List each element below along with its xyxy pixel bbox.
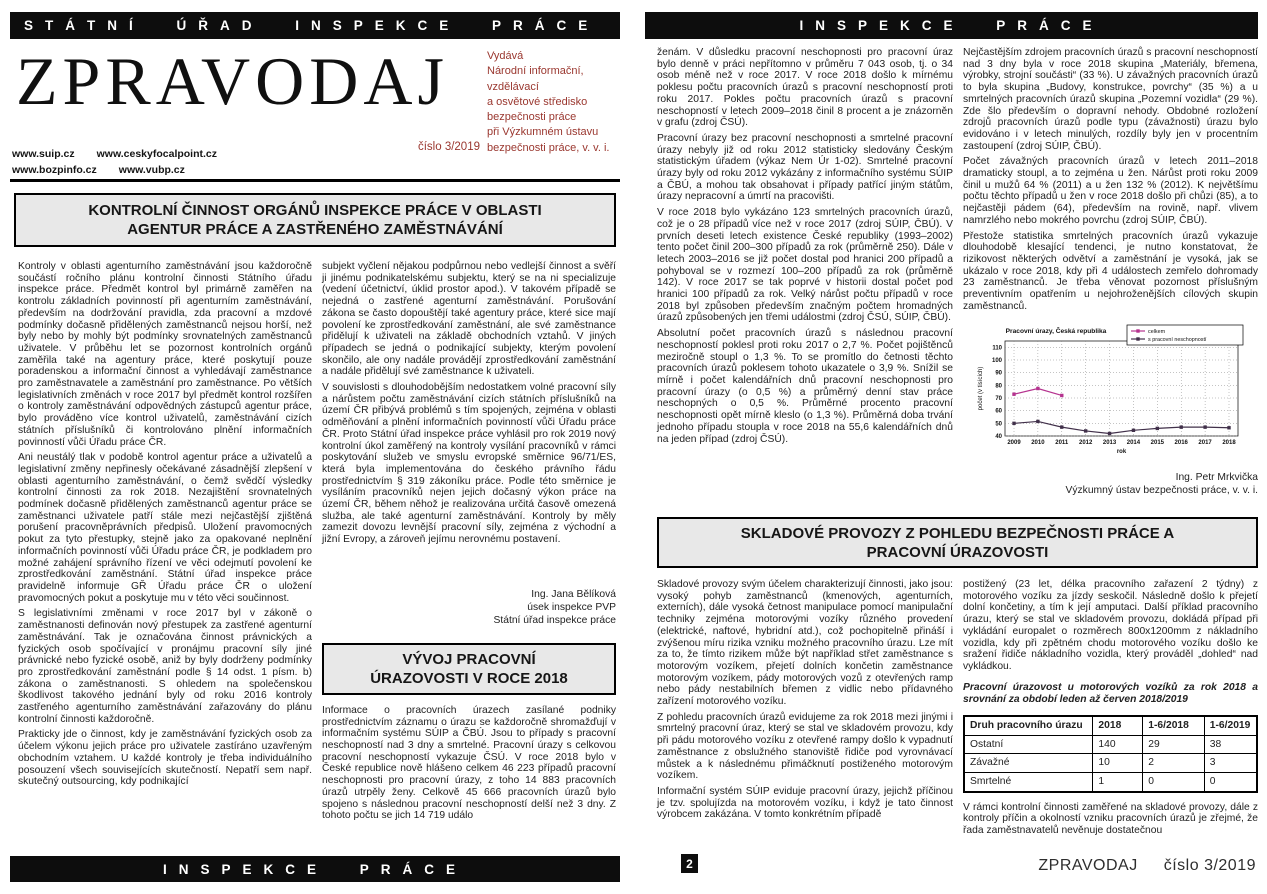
publisher-line: bezpečnosti práce: [487, 111, 577, 124]
issue-number: číslo 3/2019: [417, 141, 480, 153]
footer-newsletter-name: ZPRAVODAJ: [1038, 857, 1138, 874]
right-page-top-banner: [645, 12, 1258, 39]
svg-text:2015: 2015: [1150, 440, 1165, 447]
svg-text:2010: 2010: [1031, 440, 1045, 447]
paragraph: Informační systém SÚIP eviduje pracovní úrazy, jejichž příčinou je tzv. spolujízda na motorovém vozíku, i když je tato činnost výrobcem zakázána. V tomto konkrétním případě: [657, 785, 953, 821]
paragraph: Nejčastějším zdrojem pracovních úrazů s pracovní neschopností nad 3 dny byla v roce 2018 skupina „Materiály, břemena, výrobky, strojní součásti“ (33 %). U závažných pracovních úrazů to byla skupina „Budovy, konstrukce, povrchy“ (35 %) a u smrtelných pracovních úrazů skupina „Pozemní vozidla“ (29 %). Zde šlo především o dopravní nehody. Obdobné rozložení zdrojů pracovních úrazů podle typu (závažnosti) úrazu bylo evidováno i v letech minulých, rozdíly byly jen v procentním zastoupení (zdroj SÚIP, ČBÚ).: [963, 47, 1258, 152]
paragraph: postižený (23 let, délka pracovního zařazení 2 týdny) z motorového vozíku za jízdy seskočil. Následně došlo k přejetí dolní končetiny, a tím k její amputaci. Další příklad pracovního úrazu, který se stal ve skladovém provozu, dokládá případ při vykládání europalet o rozměrech 800x1200mm z nákladního vozidla, kdy při zpětném chodu motorového vozíku došlo ke sražení řidiče nákladního vozidla, který prováděl „dohled“ nad vykládkou.: [963, 579, 1258, 672]
table-heading: Pracovní úrazovost u motorových vozíků za rok 2018 a srovnání za období leden až červen 2018/2019: [963, 681, 1258, 706]
svg-text:2017: 2017: [1198, 440, 1212, 447]
svg-text:50: 50: [995, 421, 1002, 428]
table-cell: 0: [1143, 772, 1205, 791]
publisher-block: [487, 49, 621, 156]
table-cell: 10: [1093, 754, 1143, 773]
url-vubp: www.vubp.cz: [118, 164, 185, 176]
table-row: [964, 772, 1257, 791]
paragraph: V rámci kontrolní činnosti zaměřené na skladové provozy, dále z kontroly příčin a okolností vzniku pracovních úrazů je zřejmé, že řada zaměstnavatelů nevěnuje dostatečnou: [963, 801, 1258, 837]
svg-text:40: 40: [995, 434, 1002, 441]
article1-column-2: [322, 261, 616, 826]
url-bozpinfo: www.bozpinfo.cz: [12, 164, 97, 176]
svg-text:2016: 2016: [1174, 440, 1188, 447]
svg-text:Pracovní úrazy, Česká republik: Pracovní úrazy, Česká republika: [1005, 328, 1107, 336]
table-row: [964, 754, 1257, 773]
signature-line: úsek inspekce PVP: [527, 601, 616, 613]
right-page-column-1: [657, 47, 953, 449]
article3-title-box: [657, 517, 1258, 568]
signature-author2: [963, 471, 1258, 497]
publisher-line: a osvětové středisko: [487, 95, 588, 108]
svg-text:rok: rok: [1116, 449, 1127, 456]
article2-title-box: [322, 643, 616, 695]
publisher-line: bezpečnosti práce, v. v. i.: [487, 141, 610, 154]
newsletter-title: ZPRAVODAJ: [16, 43, 449, 119]
table-row: [964, 735, 1257, 754]
footer-banner-text: INSPEKCE PRÁCE: [162, 861, 468, 877]
paragraph: Pracovní úrazy bez pracovní neschopnosti a smrtelné pracovní úrazy nebyly již od roku 2012 statisticky sledovány Českým statistickým úřadem (výkaz Nem Úr 1-02). Smrtelné pracovní úrazy byly od roku 2012 vykázány z informačního systému SÚIP a ČBÚ, a mohou tak obsahovat i případy patřící jiným státům, úrazy nepracovní a úmrtí na pracovišti.: [657, 132, 953, 203]
article2-title: VÝVOJ PRACOVNÍ ÚRAZOVOSTI V ROCE 2018: [370, 650, 568, 687]
signature-line: Ing. Jana Bělíková: [531, 588, 616, 600]
svg-text:90: 90: [995, 371, 1002, 378]
paragraph: Počet závažných pracovních úrazů v letech 2011–2018 dramaticky stoupl, a to zejména u žen. Nárůst proti roku 2009 činil u mužů 64 % (2011) a u žen 132 % (2012). K největšímu počtu těchto případů u žen v roce 2018 došlo při chůzi (85), a to nejčastěji pádem (64), především na rovině, např. vlivem namrzlého nebo mokrého povrchu (zdroj SÚIP, ČBÚ).: [963, 156, 1258, 226]
svg-text:2013: 2013: [1102, 440, 1117, 447]
svg-text:70: 70: [995, 396, 1002, 403]
left-page-footer-banner: [10, 856, 620, 882]
svg-text:2009: 2009: [1007, 440, 1021, 447]
signature-author1: [322, 588, 616, 627]
article1-title-box: [14, 193, 616, 247]
paragraph: V roce 2018 bylo vykázáno 123 smrtelných pracovních úrazů, což je o 28 případů více než v roce 2017 (zdroj SÚIP, ČBÚ). V prvních deseti letech existence České republiky (1993–2002) tento počet činil 200–300 případů za rok (průměrně 250). Dále v letech 2003–2016 se již počet dostal pod hranici 200 případů a pohyboval se v rozmezí 100–200 případů za rok (průměrně 142). V roce 2017 se tak poprvé v historii dostal počet pod hranici 100 případů za rok. Velký nárůst počtu případů v roce 2018 byl způsoben především značným počtem hromadných úrazů způsobených jen třemi událostmi (zdroj ČSÚ, SÚIP, ČBÚ).: [657, 207, 953, 324]
paragraph: Absolutní počet pracovních úrazů s následnou pracovní neschopností poklesl proti roku 2017 o 2,7 %. Počet pojištěnců meziročně stoupl o 1,3 %. To se promítlo do četnosti těchto pracovních úrazů poklesem tohoto ukazatele o 3,9 %. Snížil se mírně i počet kalendářních dnů pracovní neschopnosti pro pracovní úrazy (o 0,5 %) a průměrný denní stav práce neschopných o 0,5 %. Průměrné procento pracovní neschopnosti opět mírně kleslo (o 1,3 %). Průměrná doba trvání jednoho případu stoupla v roce 2018 na 55,6 kalendářních dnů na jeden případ (zdroj ČSÚ).: [657, 328, 953, 445]
article3-title: SKLADOVÉ PROVOZY Z POHLEDU BEZPEČNOSTI PRÁCE A PRACOVNÍ ÚRAZOVOSTI: [740, 524, 1175, 561]
paragraph: Kontroly v oblasti agenturního zaměstnávání jsou každoročně součástí ročního plánu kontrolní činnosti Státního úřadu inspekce práce. Předmět kontrol byl primárně zaměřen na kontrolu základních povinností při agenturním zaměstnávání, především na dodržování pravidla, zda pracovní a mzdové podmínky dočasně přidělených zaměstnanců nejsou horší, než byly nebo by mohly být podmínky srovnatelných zaměstnanců uživatele. V průběhu let se pozornost kontrolních orgánů zaměřila také na agentury práce, které poskytují pouze poradenskou a informační činnost a vyhledávají zaměstnance pro zaměstnavatele a zaměstnání pro zaměstnance. Po větších legislativních změnách v roce 2017 byl předmět kontrol rozšířen o kontroly zaměstnávání odpovědných zástupců agentur práce, bylo prováděno více kontrol uživatelů, zaměstnávání cizích státních příslušníků či kontrolováno plnění informačních povinností vůči Úřadu práce ČR.: [18, 261, 312, 448]
top-banner-text: STÁTNÍ ÚŘAD INSPEKCE PRÁCE: [24, 18, 600, 33]
svg-text:60: 60: [995, 409, 1002, 416]
publisher-line: Národní informační,: [487, 65, 584, 78]
url-suip: www.suip.cz: [12, 148, 75, 160]
paragraph: ženám. V důsledku pracovní neschopnosti pro pracovní úraz bylo denně v práci nepřítomno v průměru 7 043 osob, tj. o 34 osob méně než v roce 2017. V roce 2018 došlo k mírnému poklesu počtu pracovních úrazů s pracovní neschopností proti roku 2017. Pokles počtu pracovních úrazů s pracovní neschopností v letech 2009–2018 činil 8 procent a je znázorněn v grafu (zdroj ČSÚ).: [657, 47, 953, 129]
svg-text:2011: 2011: [1055, 440, 1069, 447]
svg-text:celkem: celkem: [1148, 329, 1166, 336]
svg-text:2014: 2014: [1126, 440, 1141, 447]
svg-text:počet (v tisících): počet (v tisících): [978, 367, 984, 411]
table-header-row: [964, 716, 1257, 735]
paragraph: Skladové provozy svým účelem charakterizují činnosti, jako jsou: vysoký pohyb zaměstnanců (kmenových, agenturních, externích), dále vysoká četnost manipulace pomocí manipulační techniky zejména motorovými vozíky různého provedení (elektrické, naftové, hybridní atd.), což pochopitelně přináší i zvýšenou míru rizika vzniku možného pracovního úrazu. Lze mít za to, že tímto rizikem může být například střet zaměstnance s motorovým vozíkem, přejetí dolních končetin zaměstnance motorovým vozíkem, pády motorových vozů z otevřených ramp nebo pády nestabilních břemen z vidlic nebo přídavného zařízení motorového vozíku.: [657, 579, 953, 708]
svg-text:100: 100: [991, 358, 1002, 365]
table-header-cell: 1-6/2018: [1143, 716, 1205, 735]
table-cell: 2: [1143, 754, 1205, 773]
paragraph: S legislativními změnami v roce 2017 byl v zákoně o zaměstnanosti definován nový přestupek za zastřené agenturní zaměstnávání. Tak je označována činnost právnických a fyzických osob spočívající v pronájmu pracovní síly jiné právnické nebo fyzické osobě, aniž by byly dodrženy podmínky pro zprostředkování zaměstnání podle § 14 odst. 1 písm. b) zákona o zaměstnanosti. S ohledem na společenskou škodlivost takového jednání byly od roku 2016 kontroly zastřeného agenturního zaměstnávání zařazovány do plánu kontrolní činnosti každoročně.: [18, 608, 312, 725]
article1-column-1: [18, 261, 312, 792]
table-cell: 29: [1143, 735, 1205, 754]
footer-issue: číslo 3/2019: [1163, 857, 1256, 874]
paragraph: Informace o pracovních úrazech zasílané podniky prostřednictvím záznamu o úrazu se každoročně shromažďují v informačním systému SÚIP a ČBÚ. Jsou to případy s pracovní neschopností nad 3 dny a smrtelné. Pracovní úrazy s celkovou pracovní neschopností vykazuje ČSÚ. V roce 2018 bylo v České republice nově hlášeno celkem 46 223 případů pracovní neschopnosti pro pracovní úrazy, z toho 14 883 pracovních úrazů utrpěly ženy. Celkově 45 666 pracovních úrazů bylo spojeno s následnou pracovní neschopností delší než 3 dny. Z tohoto počtu se jich 14 719 událo: [322, 704, 616, 822]
masthead-divider: [10, 179, 620, 182]
publisher-line: Vydává: [487, 50, 524, 62]
paragraph: Prakticky jde o činnost, kdy je zaměstnávání fyzických osob za účelem výkonu jejich práce pro uživatele zastíráno uzavřeným obchodním vztahem. U každé kontroly je třeba individuálního posouzení všech souvisejících skutečností. Nepatří sem např. skutečný outsourcing, kdy podnikající: [18, 729, 312, 788]
table-header-cell: 2018: [1093, 716, 1143, 735]
website-urls-line1: [12, 148, 239, 160]
url-ceskyfocalpoint: www.ceskyfocalpoint.cz: [96, 148, 218, 160]
paragraph: V souvislosti s dlouhodobějším nedostatkem volné pracovní síly a nárůstem počtu zaměstnávání cizích státních příslušníků na území ČR přibývá problémů s tím spojených, zejména v oblasti odměňování a plnění informačních povinností vůči Úřadu práce ČR. Proto Státní úřad inspekce práce vyhlásil pro rok 2019 nový kontrolní úkol zaměřený na kontroly vysílání pracovníků v rámci poskytování služeb ve smyslu evropské směrnice 96/71/ES, která byla implementována do českého právního řádu prostřednictvím § 319 zákoníku práce. Podle této směrnice je vysíláním pracovníků nejen jejich dočasný výkon práce na území ČR, během něhož je realizována určitá časově omezená služba, ale také agenturní zaměstnávání. Kontroly by měly zamezit dovozu levnější pracovní síly, zejména z východní a jižní Evropy, a zároveň jejímu nerovnému postavení.: [322, 382, 616, 546]
paragraph: Z pohledu pracovních úrazů evidujeme za rok 2018 mezi jinými i smrtelný pracovní úraz, který se stal ve skladovém provozu, kdy při pádu motorového vozíku z otevřené rampy došlo k vypadnutí zaměstnance z obslužného stanoviště řidiče pod vyrovnávací můstek a k následnému přimáčknutí postiženého motorovým vozíkem.: [657, 711, 953, 782]
table-cell: 1: [1093, 772, 1143, 791]
article3-column-1: [657, 579, 953, 825]
table-cell: Závažné: [964, 754, 1093, 773]
chart-svg: [975, 324, 1247, 467]
svg-text:110: 110: [992, 345, 1002, 352]
svg-text:2018: 2018: [1222, 440, 1236, 447]
table-cell: 140: [1093, 735, 1143, 754]
signature-line: Výzkumný ústav bezpečnosti práce, v. v. i.: [1065, 485, 1258, 497]
table-cell: 38: [1204, 735, 1257, 754]
table-cell: Smrtelné: [964, 772, 1093, 791]
article3-column-2: [963, 579, 1258, 841]
paragraph: Přestože statistika smrtelných pracovních úrazů vykazuje dlouhodobě klesající tendenci, je nutno konstatovat, že rizikovost některých odvětví a zaměstnání je vysoká, jak se ukázalo v roce 2018, kdy při 4 událostech zemřelo dohromady 23 zaměstnanců. Je třeba věnovat pozornost příslušným preventivním opatřením u nejohroženějších cílových skupin zaměstnanců.: [963, 230, 1258, 312]
signature-line: Státní úřad inspekce práce: [493, 614, 616, 626]
article1-title: KONTROLNÍ ČINNOST ORGÁNŮ INSPEKCE PRÁCE V OBLASTI AGENTUR PRÁCE A ZASTŘENÉHO ZAMĚSTNÁVÁNÍ: [88, 202, 542, 238]
table-header-cell: Druh pracovního úrazu: [964, 716, 1093, 735]
svg-text:2012: 2012: [1078, 440, 1093, 447]
svg-text:80: 80: [995, 383, 1002, 390]
table-cell: Ostatní: [964, 735, 1093, 754]
publisher-line: vzdělávací: [487, 80, 539, 93]
signature-line: Ing. Petr Mrkvička: [1175, 472, 1258, 484]
website-urls-line2: [12, 164, 207, 176]
right-page-footer: [890, 857, 1256, 875]
table-cell: 0: [1204, 772, 1257, 791]
right-page-column-2: [963, 47, 1258, 497]
table-cell: 3: [1204, 754, 1257, 773]
paragraph: subjekt vyčlení nějakou podpůrnou nebo vedlejší činnost a svěří ji jinému podnikatelskému subjektu, který se na ni specializuje (vedení účetnictví, úklid prostor apod.). V takovém případě se nejedná o zastřené agenturní zaměstnávání. Porušování zákona se často dopouštějí také agentury práce, které sice mají povolení ke zprostředkování zaměstnání, ale své zaměstnance přidělují k uživateli na základě obchodních vztahů. V jiných případech se jedná o podnikající subjekty, kterým povolení skončilo, ale ony nadále provádějí zprostředkování zaměstnání a nadále přidělují své zaměstnance k uživateli.: [322, 261, 616, 378]
header-banner-text: INSPEKCE PRÁCE: [799, 18, 1104, 33]
left-page-top-banner: [10, 12, 620, 39]
table-header-cell: 1-6/2019: [1204, 716, 1257, 735]
page-number: 2: [681, 854, 698, 873]
accidents-line-chart: [975, 324, 1247, 467]
svg-text:s pracovní neschopností: s pracovní neschopností: [1148, 337, 1207, 344]
accidents-table: [963, 715, 1258, 793]
publisher-line: při Výzkumném ústavu: [487, 126, 599, 139]
paragraph: Ani neustálý tlak v podobě kontrol agentur práce a uživatelů a legislativní změny nepřinesly očekávané zásadnější zlepšení v oblasti agenturního zaměstnávání, o čemž svědčí výsledky kontrolní činnosti za rok 2018. Nezajištění srovnatelných podmínek dočasně přidělených zaměstnanců agentur práce se zaměstnanci uživatele patří stále mezi nejčastější zjištěná porušení pracovněprávních předpisů. Uložení pravomocných pokut za tyto přestupky, stejně jako za opakované neplnění informačních povinností vůči Úřadu práce ČR, je podkladem pro možné zahájení správního řízení ve věci odejmutí povolení ke zprostředkování zaměstnání. Státní úřad inspekce práce pravidelně informuje GŘ Úřadu práce ČR o uložení pravomocných pokut a poskytuje mu v této věci součinnost.: [18, 452, 312, 604]
